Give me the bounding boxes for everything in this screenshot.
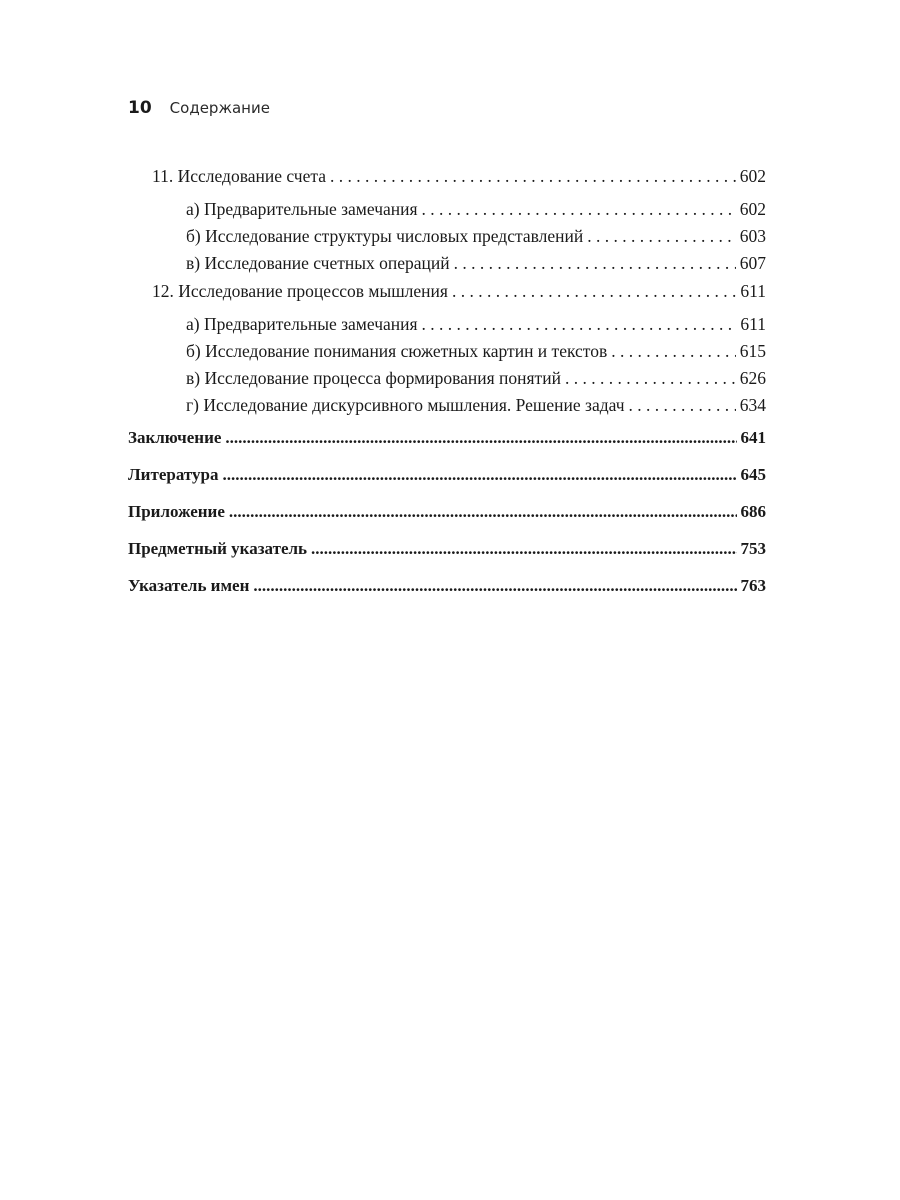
toc-entry-page: 753 (740, 539, 766, 558)
toc-entry-title: Литература (128, 465, 219, 484)
dot-leader (587, 223, 736, 250)
dot-leader (225, 419, 736, 456)
toc-subsection[interactable] (128, 365, 766, 392)
toc-subsection[interactable] (128, 338, 766, 365)
dot-leader (330, 162, 736, 190)
dot-leader (422, 311, 737, 338)
toc-subsection[interactable] (128, 311, 766, 338)
toc-entry-title: Приложение (128, 502, 225, 521)
toc-subsection[interactable] (128, 196, 766, 223)
toc-entry-title: 11. Исследование счета (152, 166, 326, 186)
toc-entry-title: Заключение (128, 428, 222, 447)
toc-entry-page: 763 (740, 576, 766, 595)
toc-subsection[interactable] (128, 223, 766, 250)
running-header (128, 98, 270, 118)
toc-entry-title: Указатель имен (128, 576, 250, 595)
toc-entry-page: 615 (739, 341, 766, 361)
toc-main-entry-literature[interactable] (128, 456, 766, 493)
toc-entry-page: 626 (739, 368, 766, 388)
page-number: 10 (128, 98, 152, 118)
toc-main-entry-subject-index[interactable] (128, 530, 766, 567)
toc-main-entry-name-index[interactable] (128, 567, 766, 604)
toc-entry-title: б) Исследование структуры числовых представлений (186, 226, 584, 246)
toc-entry-page: 602 (739, 199, 766, 219)
toc-entry-page: 645 (740, 465, 766, 484)
toc-entry-title: а) Предварительные замечания (186, 199, 418, 219)
toc-entry-page: 686 (740, 502, 766, 521)
dot-leader (229, 493, 737, 530)
dot-leader (311, 530, 736, 567)
toc-entry-page: 611 (740, 281, 766, 301)
toc-entry-page: 602 (739, 166, 766, 186)
dot-leader (452, 277, 736, 305)
toc-entry-title: а) Предварительные замечания (186, 314, 418, 334)
toc-subsection[interactable] (128, 392, 766, 419)
dot-leader (222, 456, 736, 493)
toc-entry-page: 641 (740, 428, 766, 447)
toc-entry-page: 634 (739, 395, 766, 415)
toc-entry-title: г) Исследование дискурсивного мышления. Решение задач (186, 395, 625, 415)
dot-leader (565, 365, 736, 392)
dot-leader (629, 392, 736, 419)
dot-leader (422, 196, 736, 223)
toc-entry-page: 607 (739, 253, 766, 273)
toc-entry-title: в) Исследование счетных операций (186, 253, 450, 273)
toc-subsection[interactable] (128, 250, 766, 277)
toc-main-entry-conclusion[interactable] (128, 419, 766, 456)
toc-section-11[interactable] (128, 162, 766, 190)
table-of-contents (128, 162, 766, 604)
toc-main-entry-appendix[interactable] (128, 493, 766, 530)
toc-entry-page: 603 (739, 226, 766, 246)
running-title: Содержание (169, 99, 270, 117)
toc-entry-title: в) Исследование процесса формирования понятий (186, 368, 561, 388)
toc-section-12[interactable] (128, 277, 766, 305)
toc-entry-title: 12. Исследование процессов мышления (152, 281, 448, 301)
dot-leader (253, 567, 736, 604)
toc-entry-title: Предметный указатель (128, 539, 308, 558)
dot-leader (611, 338, 736, 365)
toc-entry-title: б) Исследование понимания сюжетных картин и текстов (186, 341, 608, 361)
dot-leader (454, 250, 736, 277)
toc-entry-page: 611 (740, 314, 766, 334)
